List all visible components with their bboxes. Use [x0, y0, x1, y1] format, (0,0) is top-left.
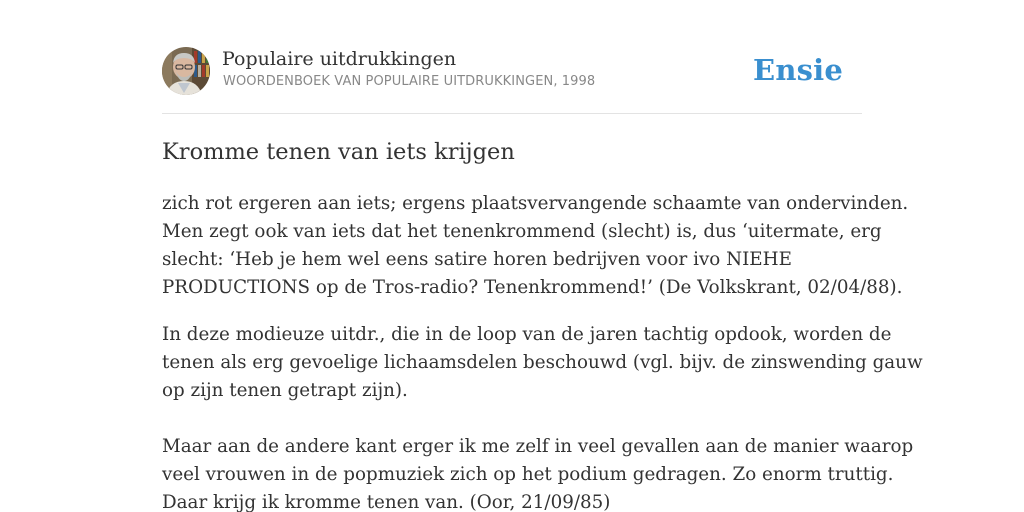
ensie-logo[interactable]: Ensie	[753, 53, 843, 87]
entry-header	[162, 46, 862, 96]
entry-body	[162, 190, 923, 512]
text-line: tenen als erg gevoelige lichaamsdelen beschouwd (vgl. bijv. de zinswending gauw	[162, 352, 923, 373]
text-line: veel vrouwen in de popmuziek zich op het podium gedragen. Zo enorm truttig.	[162, 464, 894, 485]
blank-line	[162, 405, 872, 433]
explanation-paragraph	[162, 321, 923, 512]
text-line: slecht: ‘Heb je hem wel eens satire horen bedrijven voor ivo NIEHE	[162, 249, 792, 270]
text-line: Maar aan de andere kant erger ik me zelf in veel gevallen aan de manier waarop	[162, 436, 914, 457]
header-divider	[162, 113, 862, 114]
source-meta: WOORDENBOEK VAN POPULAIRE UITDRUKKINGEN, 1998	[223, 74, 596, 89]
definition-paragraph	[162, 190, 909, 302]
person-avatar-icon[interactable]	[162, 47, 210, 95]
source-name-link[interactable]: Populaire uitdrukkingen	[222, 48, 457, 70]
text-line: In deze modieuze uitdr., die in de loop van de jaren tachtig opdook, worden de	[162, 324, 892, 345]
entry-title: Kromme tenen van iets krijgen	[162, 139, 515, 165]
text-line: PRODUCTIONS op de Tros-radio? Tenenkrommend!’ (De Volkskrant, 02/04/88).	[162, 277, 903, 298]
dictionary-entry-card	[162, 0, 923, 512]
text-line: op zijn tenen getrapt zijn).	[162, 380, 408, 401]
text-line: Men zegt ook van iets dat het tenenkrommend (slecht) is, dus ‘uitermate, erg	[162, 221, 882, 242]
text-line: Daar krijg ik kromme tenen van. (Oor, 21/09/85)	[162, 492, 611, 512]
text-line: zich rot ergeren aan iets; ergens plaatsvervangende schaamte van ondervinden.	[162, 193, 909, 214]
